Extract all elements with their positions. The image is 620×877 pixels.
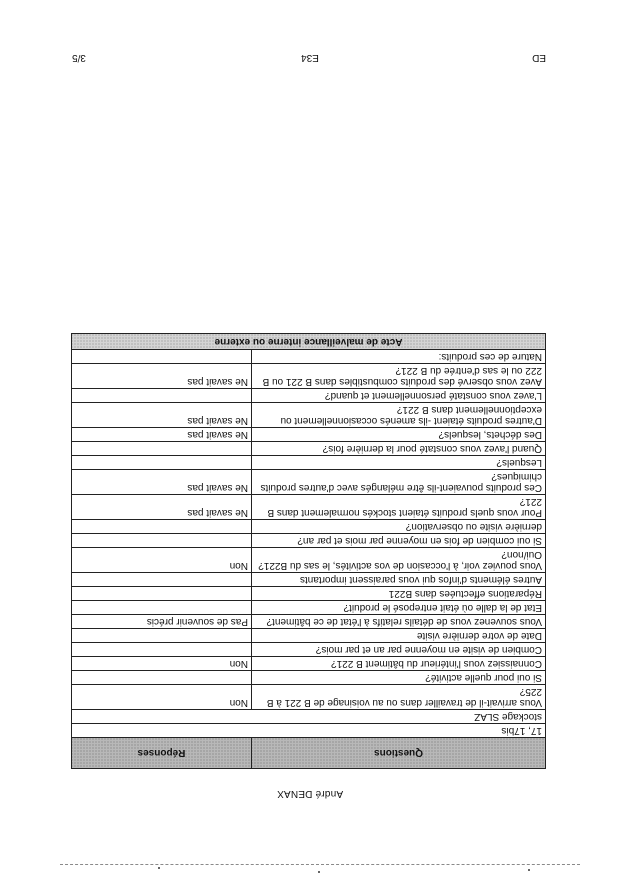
row-label: 17, 17bis (72, 724, 546, 738)
response-cell (72, 671, 252, 685)
table-row (72, 442, 546, 456)
response-cell (72, 442, 252, 456)
response-cell (72, 389, 252, 403)
footer-code: E34 (301, 52, 319, 63)
question-cell: Si oui pour quelle activité? (252, 671, 546, 685)
footer-ed: ED (532, 52, 546, 63)
table-header-row (72, 738, 546, 769)
table-row (72, 350, 546, 364)
scan-artifacts (0, 851, 620, 877)
question-cell: Quand l'avez vous constaté pour la dernière fois? (252, 442, 546, 456)
table-row (72, 520, 546, 534)
question-cell: Ces produits pouvaient-ils être mélangés avec d'autres produits chimiques? (252, 470, 546, 495)
table-row (72, 428, 546, 442)
table-row (72, 724, 546, 738)
response-cell (72, 629, 252, 643)
table-row (72, 548, 546, 573)
response-cell (72, 534, 252, 548)
table-row (72, 643, 546, 657)
author-name: André DENAX (276, 788, 344, 799)
response-cell: Non (72, 548, 252, 573)
table-row (72, 534, 546, 548)
question-cell: Des déchets, lesquels? (252, 428, 546, 442)
table-row (72, 456, 546, 470)
question-cell: Réparations effectuées dans B221 (252, 587, 546, 601)
response-cell: Non (72, 657, 252, 671)
table-row (72, 495, 546, 520)
question-cell: Vous pouviez voir, à l'occasion de vos activités, le sas du B221? Oui/non? (252, 548, 546, 573)
question-cell: Avez vous observé des produits combustibles dans B 221 ou B 222 ou le sas d'entrée du B 221? (252, 364, 546, 389)
page-footer (0, 49, 620, 63)
response-cell: Ne savait pas (72, 403, 252, 428)
table-row (72, 671, 546, 685)
page-number: 3/5 (72, 52, 86, 63)
response-cell: Ne savait pas (72, 470, 252, 495)
question-cell: dernière visite ou observation? (252, 520, 546, 534)
table-row (72, 601, 546, 615)
response-cell: Ne savait pas (72, 495, 252, 520)
table-row (72, 470, 546, 495)
table-row (72, 389, 546, 403)
row-label: stockage SLAZ (72, 710, 546, 724)
response-cell (72, 573, 252, 587)
question-cell: D'autres produits étaient -ils amenés occasionnellement ou exceptionnellement dans B 221? (252, 403, 546, 428)
response-cell (72, 643, 252, 657)
table-row (72, 710, 546, 724)
response-cell (72, 350, 252, 364)
response-cell (72, 456, 252, 470)
header-responses: Réponses (72, 738, 252, 769)
response-cell: Pas de souvenir précis (72, 615, 252, 629)
response-cell: Ne savait pas (72, 364, 252, 389)
question-cell: Si oui combien de fois en moyenne par mois et par an? (252, 534, 546, 548)
question-cell: Etat de la dalle où était entreposé le produit? (252, 601, 546, 615)
question-cell: Connaissiez vous l'intérieur du bâtiment B 221? (252, 657, 546, 671)
question-cell: Date de votre dernière visite (252, 629, 546, 643)
response-cell (72, 587, 252, 601)
response-cell: Non (72, 685, 252, 710)
table-row (72, 657, 546, 671)
response-cell (72, 520, 252, 534)
question-cell: L'avez vous constaté personnellement et quand? (252, 389, 546, 403)
table-row (72, 629, 546, 643)
table-row (72, 615, 546, 629)
header-questions: Questions (252, 738, 546, 769)
response-cell: Ne savait pas (72, 428, 252, 442)
response-cell (72, 601, 252, 615)
question-cell: Pour vous quels produits étaient stockés normalement dans B 221? (252, 495, 546, 520)
section-title: Acte de malveillance interne ou externe (72, 334, 546, 350)
question-cell: Autres éléments d'infos qui vous paraissent importants (252, 573, 546, 587)
table-row (72, 573, 546, 587)
question-cell: Combien de visite en moyenne par an et par mois? (252, 643, 546, 657)
table-row (72, 403, 546, 428)
table-row (72, 364, 546, 389)
question-cell: Vous arrivait-il de travailler dans ou au voisinage de B 221 à B 225? (252, 685, 546, 710)
question-cell: Vous souvenez vous de détails relatifs à l'état de ce bâtiment? (252, 615, 546, 629)
questionnaire-table (71, 333, 546, 769)
question-cell: Lesquels? (252, 456, 546, 470)
question-cell: Nature de ces produits: (252, 350, 546, 364)
table-row (72, 685, 546, 710)
table-row (72, 587, 546, 601)
section-row (72, 334, 546, 350)
